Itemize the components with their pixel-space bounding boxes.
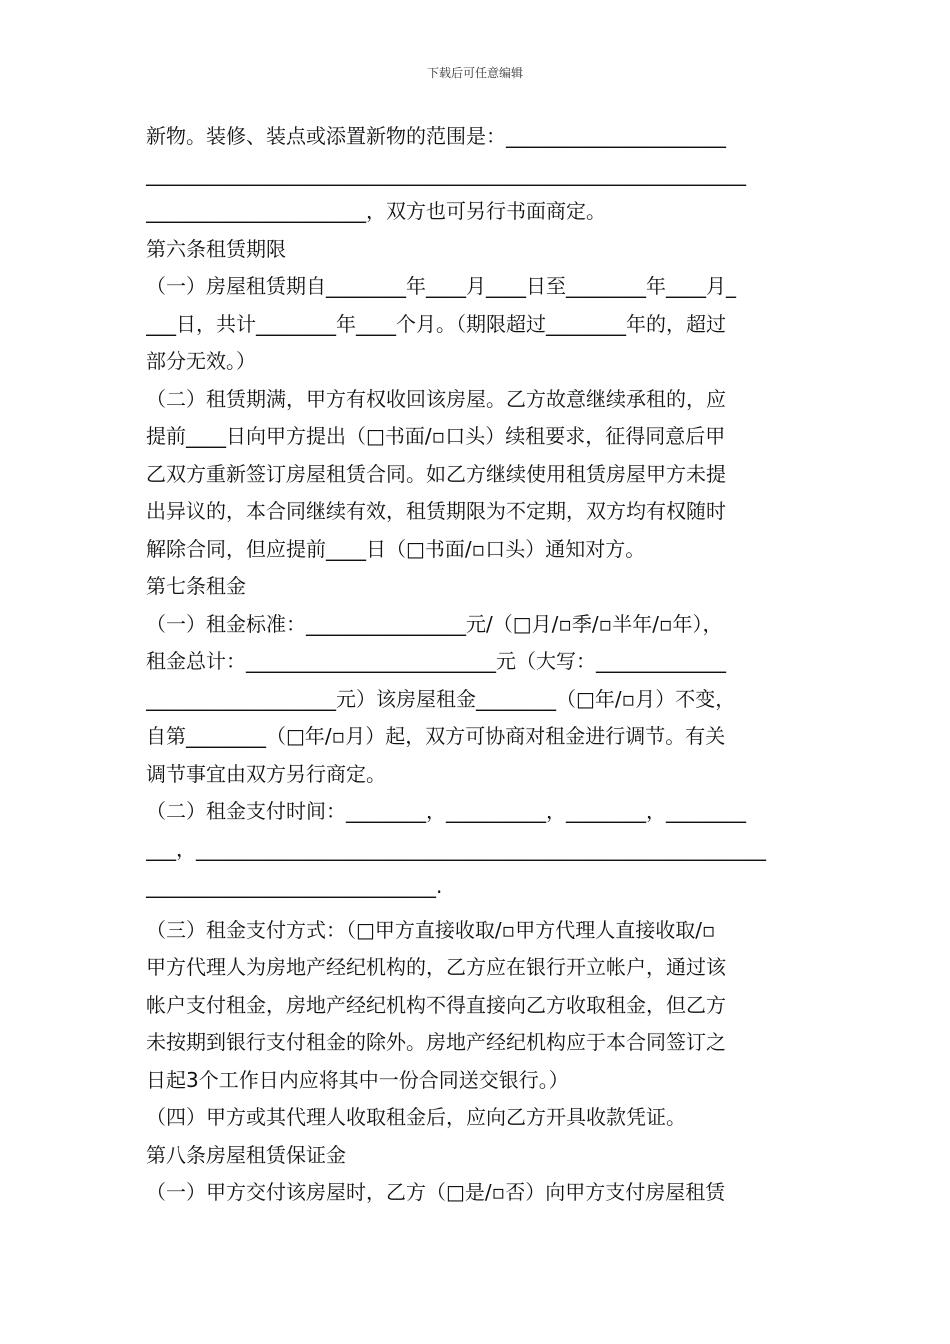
section-heading: 第六条租赁期限 <box>146 236 286 261</box>
text-line: ___日，共计________年____个月。（期限超过________年的，超过 <box>146 311 726 336</box>
text-line: ______________________，双方也可另行书面商定。 <box>146 199 606 223</box>
text-line: 部分无效。） <box>146 349 256 373</box>
text-line: 提前____日向甲方提出（□书面/▫口头）续租要求，征得同意后甲 <box>146 424 726 448</box>
text-line: 自第________（□年/▫月）起，双方可协商对租金进行调节。有关 <box>146 724 726 748</box>
section-heading: 第八条房屋租赁保证金 <box>146 1142 346 1167</box>
text-line: ____________________________________________________________ <box>146 161 746 186</box>
text-line: 出异议的，本合同继续有效，租赁期限为不定期，双方均有权随时 <box>146 499 726 523</box>
text-line: _____________________________. <box>146 874 443 898</box>
text-line: 乙双方重新签订房屋租赁合同。如乙方继续使用租赁房屋甲方未提 <box>146 461 726 486</box>
text-line: （一）甲方交付该房屋时，乙方（□是/▫否）向甲方支付房屋租赁 <box>146 1180 726 1204</box>
text-line: 新物。装修、装点或添置新物的范围是：______________________ <box>146 124 726 148</box>
text-line: （四）甲方或其代理人收取租金后，应向乙方开具收款凭证。 <box>146 1105 686 1129</box>
text-line: （三）租金支付方式：（□甲方直接收取/▫甲方代理人直接收取/▫ <box>146 917 716 942</box>
text-line: 未按期到银行支付租金的除外。房地产经纪机构应于本合同签订之 <box>146 1030 726 1054</box>
page-header: 下载后可任意编辑 <box>426 66 523 80</box>
text-line: ___________________元）该房屋租金________（□年/▫月）不变， <box>146 686 736 711</box>
text-line: （二）租赁期满，甲方有权收回该房屋。乙方故意继续承租的，应 <box>146 386 726 411</box>
text-line: （一）房屋租赁期自________年____月____日至________年____月_ <box>146 274 736 298</box>
text-line: （二）租金支付时间：________，__________，________，________ <box>146 799 746 823</box>
document-body <box>146 118 808 1212</box>
text-line: 租金总计：_________________________元（大写：_____________ <box>146 649 726 673</box>
section-heading: 第七条租金 <box>146 574 246 598</box>
text-line: 帐户支付租金，房地产经纪机构不得直接向乙方收取租金，但乙方 <box>146 992 726 1017</box>
text-line: ___，_________________________________________________________ <box>146 836 766 861</box>
text-line: 解除合同，但应提前____日（□书面/▫口头）通知对方。 <box>146 536 646 561</box>
text-line: 调节事宜由双方另行商定。 <box>146 761 386 786</box>
text-line: 日起3个工作日内应将其中一份合同送交银行。） <box>146 1067 569 1092</box>
text-line: 甲方代理人为房地产经纪机构的，乙方应在银行开立帐户，通过该 <box>146 955 726 979</box>
text-line: （一）租金标准：________________元/（□月/▫季/▫半年/▫年）， <box>146 611 723 636</box>
